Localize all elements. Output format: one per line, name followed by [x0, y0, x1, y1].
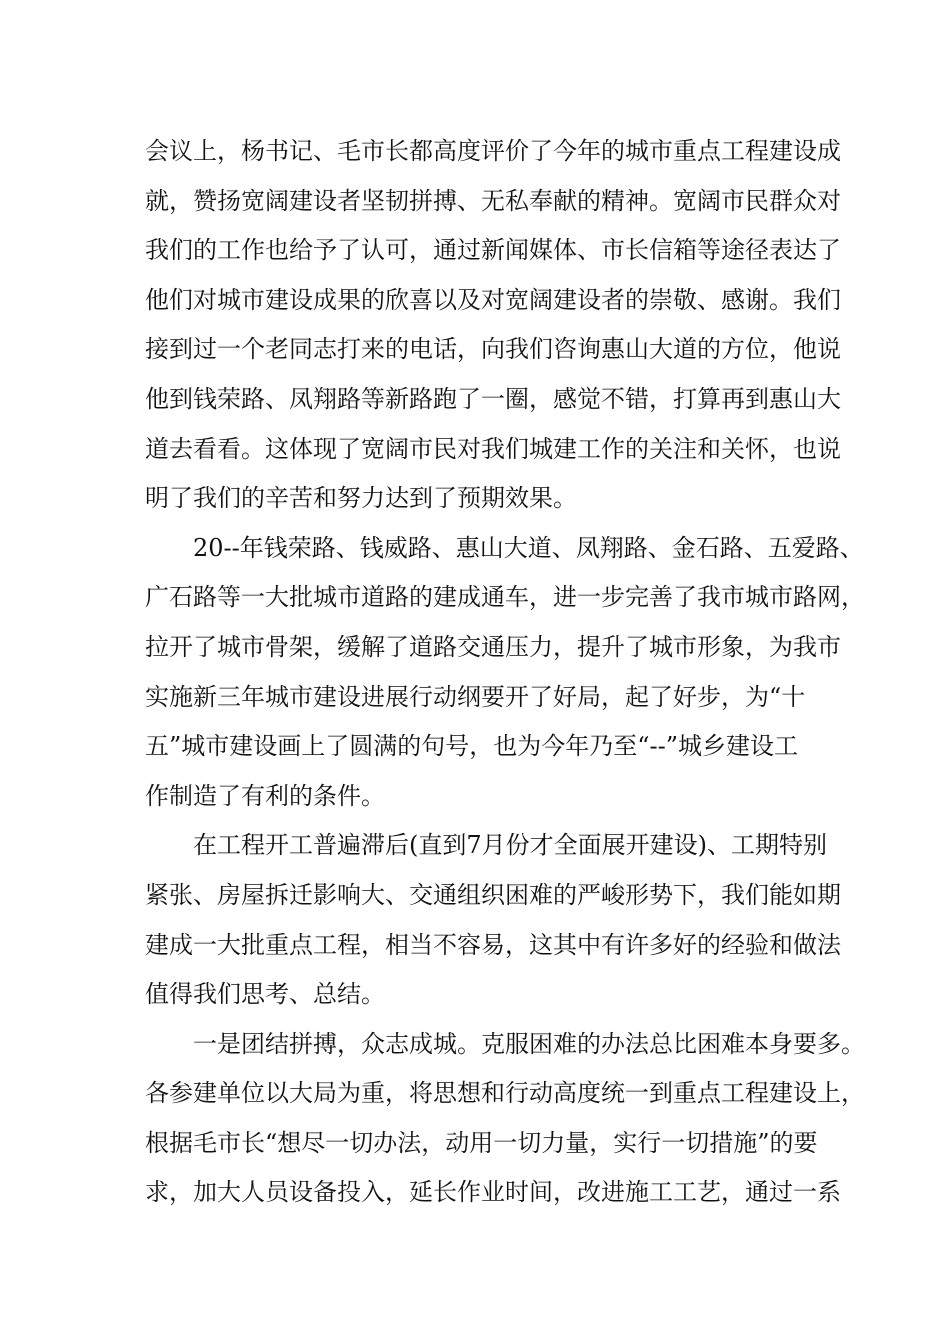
paragraph-line: 道去看看。这体现了宽阔市民对我们城建工作的关注和关怀，也说	[145, 434, 841, 463]
paragraph-line: 广石路等一大批城市道路的建成通车，进一步完善了我市城市路网，	[145, 583, 865, 612]
paragraph-line: 就，赞扬宽阔建设者坚韧拼搏、无私奉献的精神。宽阔市民群众对	[145, 186, 841, 215]
paragraph-line: 实施新三年城市建设进展行动纲要开了好局，起了好步，为“十	[145, 682, 806, 711]
paragraph-first-line: 一是团结拼搏，众志成城。克服困难的办法总比困难本身要多。	[193, 1029, 865, 1058]
paragraph-line: 我们的工作也给予了认可，通过新闻媒体、市长信箱等途径表达了	[145, 236, 841, 265]
paragraph-line: 明了我们的辛苦和努力达到了预期效果。	[145, 484, 577, 513]
paragraph-line: 他们对城市建设成果的欣喜以及对宽阔建设者的崇敬、感谢。我们	[145, 285, 841, 314]
paragraph-line: 拉开了城市骨架，缓解了道路交通压力，提升了城市形象，为我市	[145, 632, 841, 661]
paragraph-first-line: 20--年钱荣路、钱威路、惠山大道、凤翔路、金石路、五爱路、	[193, 533, 864, 562]
paragraph-line: 各参建单位以大局为重，将思想和行动高度统一到重点工程建设上，	[145, 1079, 865, 1108]
paragraph-line: 会议上，杨书记、毛市长都高度评价了今年的城市重点工程建设成	[145, 137, 841, 165]
paragraph-first-line: 在工程开工普遍滞后(直到7月份才全面展开建设)、工期特别	[193, 831, 827, 860]
paragraph-line: 作制造了有利的条件。	[145, 781, 385, 810]
paragraph-3	[145, 821, 841, 1019]
paragraph-line: 五”城市建设画上了圆满的句号，也为今年乃至“--”城乡建设工	[145, 732, 799, 761]
paragraph-1	[145, 127, 841, 524]
paragraph-4	[145, 1020, 865, 1218]
paragraph-line: 紧张、房屋拆迁影响大、交通组织困难的严峻形势下，我们能如期	[145, 880, 841, 909]
paragraph-line: 值得我们思考、总结。	[145, 980, 385, 1009]
paragraph-line: 建成一大批重点工程，相当不容易，这其中有许多好的经验和做法	[145, 930, 841, 959]
document-body	[145, 127, 865, 1218]
paragraph-line: 接到过一个老同志打来的电话，向我们咨询惠山大道的方位，他说	[145, 335, 841, 364]
paragraph-line: 根据毛市长“想尽一切办法，动用一切力量，实行一切措施”的要	[145, 1128, 818, 1157]
paragraph-line: 他到钱荣路、凤翔路等新路跑了一圈，感觉不错，打算再到惠山大	[145, 384, 841, 413]
paragraph-2	[145, 524, 865, 822]
paragraph-line: 求，加大人员设备投入，延长作业时间，改进施工工艺，通过一系	[145, 1178, 841, 1207]
